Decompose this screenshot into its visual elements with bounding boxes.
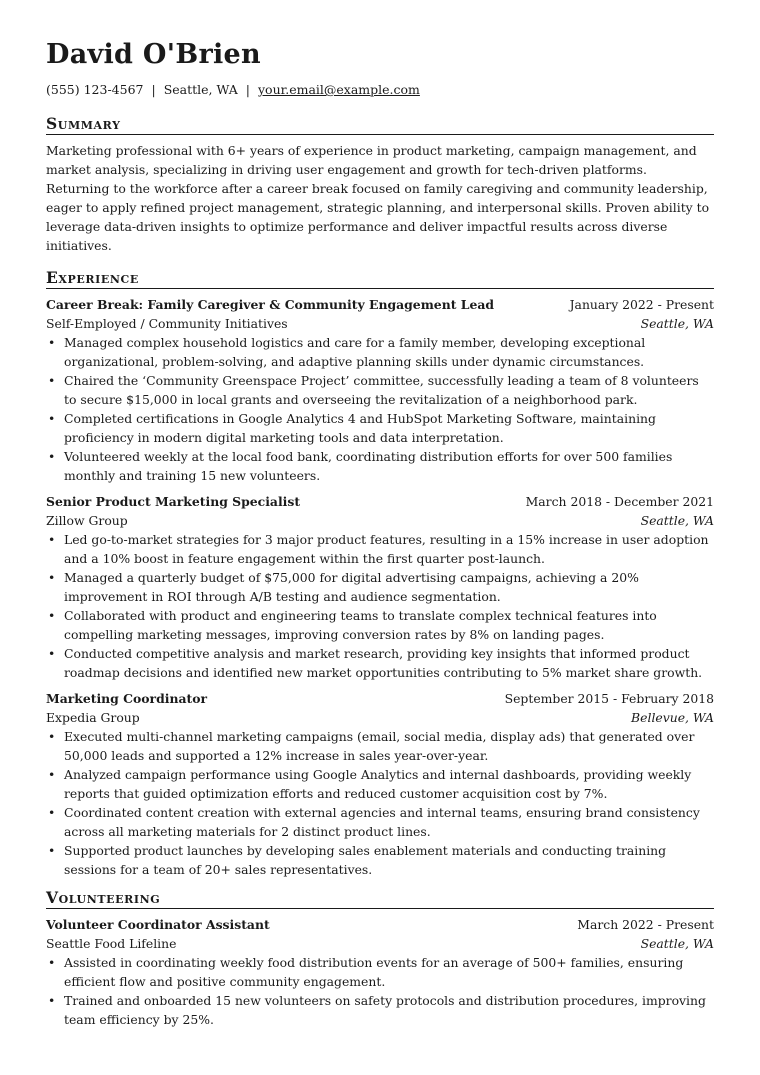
bullet-item: • Analyzed campaign performance using Google Analytics and internal dashboards, providing weekly reports that guided optimization efforts and reduced customer acquisition cost by 7%.: [64, 765, 714, 803]
job-entry: [46, 915, 714, 1029]
job-header-row: [46, 492, 714, 511]
job-org-row: [46, 708, 714, 727]
bullet-item: • Completed certifications in Google Analytics 4 and HubSpot Marketing Software, maintaining proficiency in modern digital marketing tools and data interpretation.: [64, 409, 714, 447]
contact-separator: |: [151, 82, 156, 97]
experience-list: [46, 295, 714, 879]
job-title: Career Break: Family Caregiver & Community Engagement Lead: [46, 297, 495, 312]
bullet-list: [46, 333, 714, 485]
organization-name: Seattle Food Lifeline: [46, 936, 177, 951]
job-dates: September 2015 - February 2018: [504, 691, 714, 706]
bullet-item: • Conducted competitive analysis and market research, providing key insights that informed product roadmap decisions and identified new market opportunities contributing to 5% market share growth.: [64, 644, 714, 682]
job-header-row: [46, 689, 714, 708]
job-location: Seattle, WA: [640, 936, 714, 951]
bullet-item: • Executed multi-channel marketing campaigns (email, social media, display ads) that generated over 50,000 leads and supported a 12% increase in sales year-over-year.: [64, 727, 714, 765]
volunteering-heading: Volunteering: [46, 888, 714, 909]
job-header-row: [46, 915, 714, 934]
experience-heading: Experience: [46, 268, 714, 289]
volunteering-list: [46, 915, 714, 1029]
volunteering-section: [46, 888, 714, 1029]
summary-text: Marketing professional with 6+ years of experience in product marketing, campaign management, and market analysis, specializing in driving user engagement and growth for tech-driven platforms. Returning to the workforce after a career break focused on family caregiving and community leadership, eager to apply refined project management, strategic planning, and interpersonal skills. Proven ability to leverage data-driven insights to optimize performance and deliver impactful results across diverse initiatives.: [46, 143, 710, 253]
job-entry: [46, 492, 714, 682]
job-title: Volunteer Coordinator Assistant: [46, 917, 270, 932]
job-dates: March 2018 - December 2021: [525, 494, 714, 509]
contact-separator: |: [245, 82, 250, 97]
bullet-item: • Managed a quarterly budget of $75,000 for digital advertising campaigns, achieving a 20% improvement in ROI through A/B testing and audience segmentation.: [64, 568, 714, 606]
job-org-row: [46, 314, 714, 333]
summary-heading: Summary: [46, 114, 714, 135]
job-entry: [46, 295, 714, 485]
job-title: Senior Product Marketing Specialist: [46, 494, 301, 509]
job-org-row: [46, 511, 714, 530]
contact-line: [46, 82, 714, 98]
job-title: Marketing Coordinator: [46, 691, 207, 706]
job-location: Seattle, WA: [640, 316, 714, 331]
bullet-item: • Collaborated with product and engineering teams to translate complex technical features into compelling marketing messages, improving conversion rates by 8% on landing pages.: [64, 606, 714, 644]
organization-name: Self-Employed / Community Initiatives: [46, 316, 288, 331]
location-text: Seattle, WA: [163, 82, 238, 97]
bullet-item: • Managed complex household logistics and care for a family member, developing exceptional organizational, problem-solving, and adaptive planning skills under dynamic circumstances.: [64, 333, 714, 371]
bullet-item: • Led go-to-market strategies for 3 major product features, resulting in a 15% increase in user adoption and a 10% boost in feature engagement within the first quarter post-launch.: [64, 530, 714, 568]
organization-name: Zillow Group: [46, 513, 128, 528]
bullet-item: • Supported product launches by developing sales enablement materials and conducting training sessions for a team of 20+ sales representatives.: [64, 841, 714, 879]
job-location: Seattle, WA: [640, 513, 714, 528]
job-entry: [46, 689, 714, 879]
job-org-row: [46, 934, 714, 953]
bullet-list: [46, 727, 714, 879]
bullet-list: [46, 530, 714, 682]
organization-name: Expedia Group: [46, 710, 140, 725]
summary-section: [46, 114, 714, 255]
phone-number: (555) 123-4567: [46, 82, 144, 97]
job-dates: January 2022 - Present: [569, 297, 714, 312]
experience-section: [46, 268, 714, 879]
bullet-item: • Chaired the ‘Community Greenspace Project’ committee, successfully leading a team of 8 volunteers to secure $15,000 in local grants and overseeing the revitalization of a neighborhood park.: [64, 371, 714, 409]
job-location: Bellevue, WA: [631, 710, 714, 725]
bullet-item: • Trained and onboarded 15 new volunteers on safety protocols and distribution procedures, improving team efficiency by 25%.: [64, 991, 714, 1029]
job-dates: March 2022 - Present: [577, 917, 714, 932]
bullet-list: [46, 953, 714, 1029]
job-header-row: [46, 295, 714, 314]
bullet-item: • Assisted in coordinating weekly food distribution events for an average of 500+ families, ensuring efficient flow and positive community engagement.: [64, 953, 714, 991]
bullet-item: • Coordinated content creation with external agencies and internal teams, ensuring brand consistency across all marketing materials for 2 distinct product lines.: [64, 803, 714, 841]
email-link[interactable]: your.email@example.com: [257, 82, 420, 97]
candidate-name: David O'Brien: [46, 39, 261, 70]
bullet-item: • Volunteered weekly at the local food bank, coordinating distribution efforts for over 500 families monthly and training 15 new volunteers.: [64, 447, 714, 485]
